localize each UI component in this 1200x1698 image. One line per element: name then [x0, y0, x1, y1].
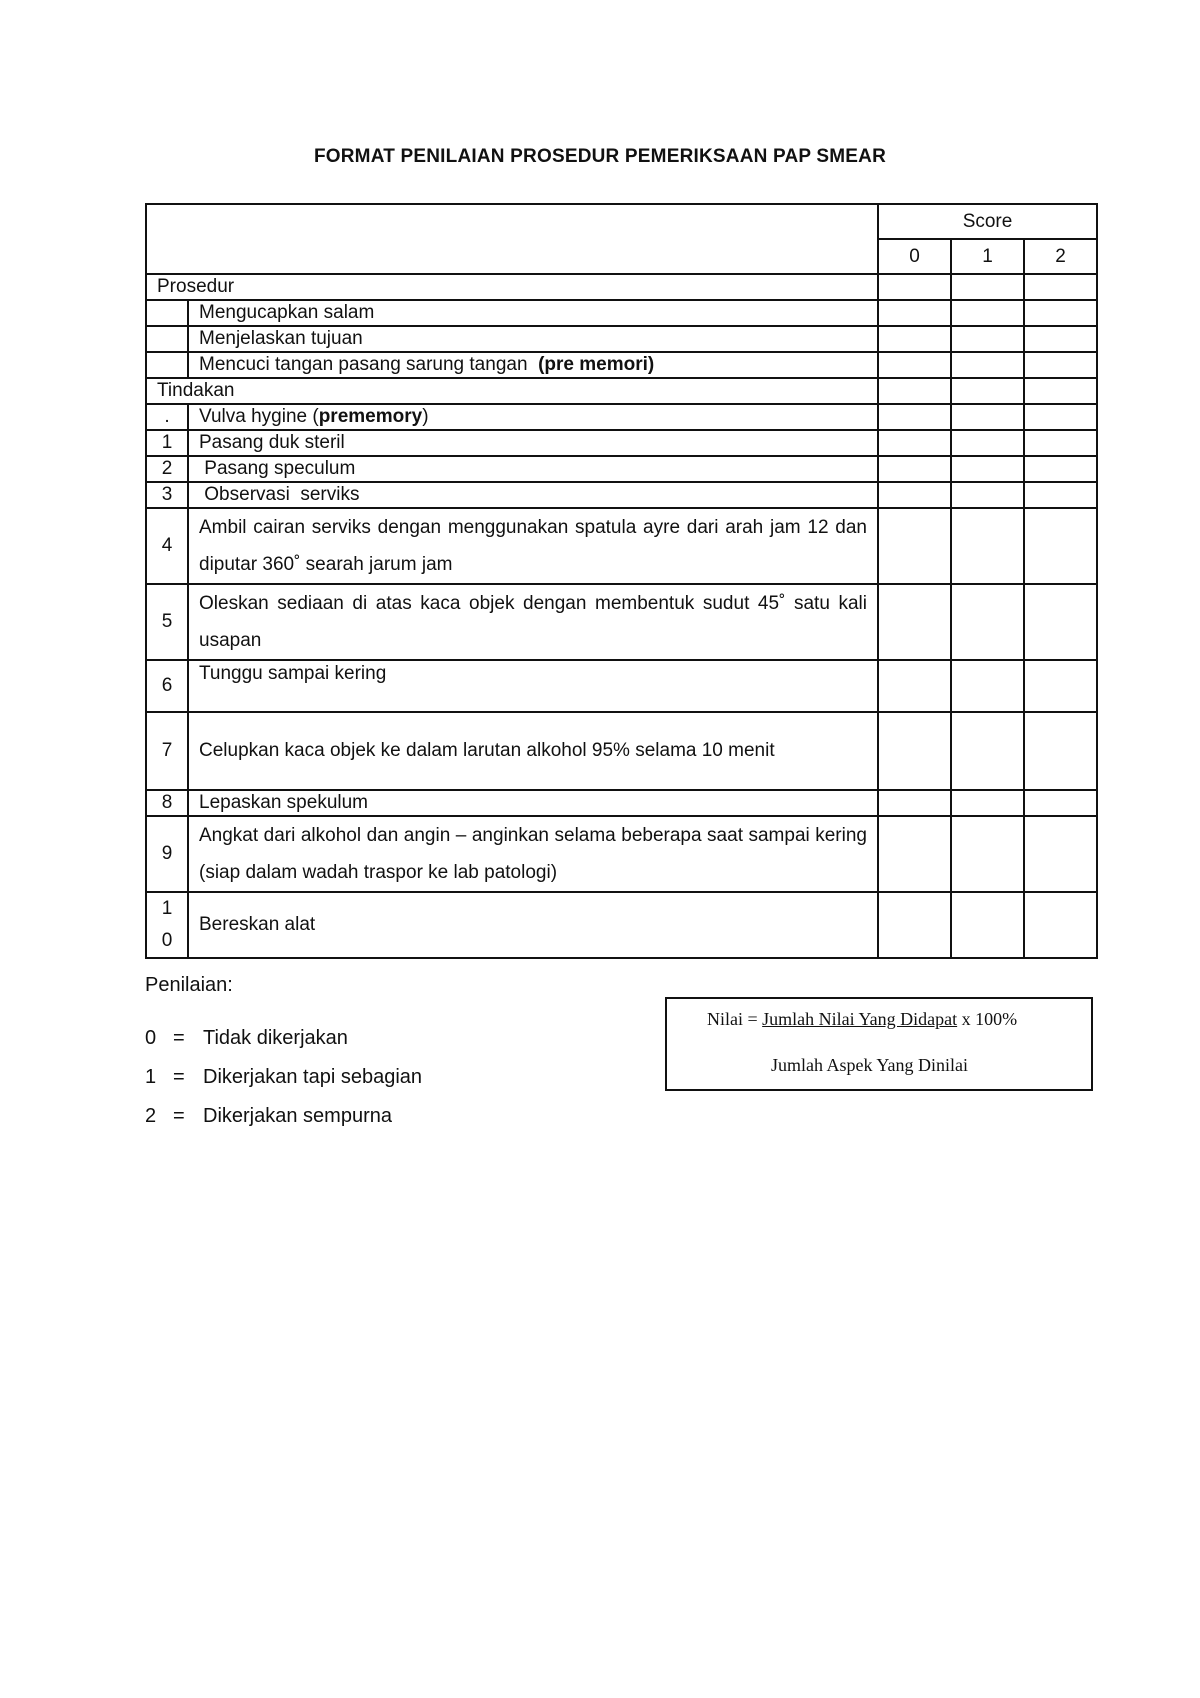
score-cell[interactable]: [878, 352, 951, 378]
score-cell[interactable]: [1024, 326, 1097, 352]
row-text: Vulva hygine (: [199, 406, 319, 427]
formula-numerator-line: [707, 1009, 1017, 1030]
score-col-1: 1: [951, 239, 1024, 274]
row-description: Pasang speculum: [188, 456, 878, 482]
table-row: [146, 300, 1097, 326]
row-number: [146, 326, 188, 352]
row-description: Ambil cairan serviks dengan menggunakan spatula ayre dari arah jam 12 dan diputar 360˚ searah jarum jam: [188, 508, 878, 584]
table-row: [146, 456, 1097, 482]
score-cell[interactable]: [951, 326, 1024, 352]
row-number: .: [146, 404, 188, 430]
legend-code: 0: [145, 1027, 157, 1049]
table-row: [146, 326, 1097, 352]
score-col-2: 2: [1024, 239, 1097, 274]
table-row: [146, 352, 1097, 378]
legend-code: 1: [145, 1066, 157, 1088]
legend-equals: =: [173, 1105, 185, 1127]
score-cell[interactable]: [878, 274, 951, 300]
score-cell[interactable]: [1024, 456, 1097, 482]
assessment-table: [145, 203, 1098, 959]
row-description: Mengucapkan salam: [188, 300, 878, 326]
score-cell[interactable]: [951, 352, 1024, 378]
score-cell[interactable]: [951, 584, 1024, 660]
score-cell[interactable]: [1024, 404, 1097, 430]
score-cell[interactable]: [951, 482, 1024, 508]
table-row: [146, 482, 1097, 508]
table-row: [146, 816, 1097, 892]
score-cell[interactable]: [951, 430, 1024, 456]
row-number-line: 0: [161, 930, 173, 951]
row-description: Observasi serviks: [188, 482, 878, 508]
row-number-line: 1: [161, 898, 173, 919]
formula-suffix: x 100%: [957, 1009, 1018, 1029]
score-cell[interactable]: [1024, 274, 1097, 300]
table-row: [146, 790, 1097, 816]
table-row: [146, 892, 1097, 958]
row-description: [188, 404, 878, 430]
row-number: 5: [146, 584, 188, 660]
row-description: Celupkan kaca objek ke dalam larutan alkohol 95% selama 10 menit: [188, 712, 878, 790]
row-description: Angkat dari alkohol dan angin – anginkan selama beberapa saat sampai kering (siap dalam wadah traspor ke lab patologi): [188, 816, 878, 892]
score-cell[interactable]: [951, 892, 1024, 958]
score-cell[interactable]: [951, 660, 1024, 712]
row-number: 2: [146, 456, 188, 482]
score-col-0: 0: [878, 239, 951, 274]
score-cell[interactable]: [1024, 482, 1097, 508]
document-title: FORMAT PENILAIAN PROSEDUR PEMERIKSAAN PAP SMEAR: [313, 146, 887, 167]
score-cell[interactable]: [1024, 300, 1097, 326]
score-cell[interactable]: [878, 892, 951, 958]
score-cell[interactable]: [878, 430, 951, 456]
score-cell[interactable]: [951, 816, 1024, 892]
row-text-bold: prememory: [318, 406, 423, 427]
score-cell[interactable]: [1024, 790, 1097, 816]
legend-label: Dikerjakan sempurna: [203, 1105, 392, 1127]
score-cell[interactable]: [878, 712, 951, 790]
section-label-tindakan: Tindakan: [146, 378, 878, 404]
row-description: Bereskan alat: [188, 892, 878, 958]
score-cell[interactable]: [1024, 352, 1097, 378]
row-description: [188, 352, 878, 378]
legend-equals: =: [173, 1066, 185, 1088]
score-cell[interactable]: [1024, 660, 1097, 712]
row-number: 8: [146, 790, 188, 816]
score-cell[interactable]: [878, 816, 951, 892]
score-cell[interactable]: [878, 456, 951, 482]
score-cell[interactable]: [951, 378, 1024, 404]
score-cell[interactable]: [951, 456, 1024, 482]
legend-label: Tidak dikerjakan: [203, 1027, 348, 1049]
score-cell[interactable]: [878, 508, 951, 584]
score-cell[interactable]: [951, 712, 1024, 790]
score-cell[interactable]: [1024, 430, 1097, 456]
row-number: 3: [146, 482, 188, 508]
score-cell[interactable]: [1024, 378, 1097, 404]
legend-code: 2: [145, 1105, 157, 1127]
score-cell[interactable]: [878, 300, 951, 326]
legend-item: [145, 1105, 422, 1144]
row-description: Lepaskan spekulum: [188, 790, 878, 816]
row-number: 6: [146, 660, 188, 712]
score-cell[interactable]: [951, 300, 1024, 326]
row-number: [146, 892, 188, 958]
table-row: [146, 430, 1097, 456]
score-cell[interactable]: [1024, 712, 1097, 790]
row-text: ): [422, 406, 429, 427]
legend-item: [145, 1066, 422, 1105]
score-cell[interactable]: [878, 326, 951, 352]
score-cell[interactable]: [1024, 508, 1097, 584]
row-number: [146, 352, 188, 378]
row-description: Oleskan sediaan di atas kaca objek dengan membentuk sudut 45˚ satu kali usapan: [188, 584, 878, 660]
score-cell[interactable]: [878, 660, 951, 712]
table-row: [146, 712, 1097, 790]
table-row: [146, 660, 1097, 712]
score-cell[interactable]: [878, 584, 951, 660]
row-description: Pasang duk steril: [188, 430, 878, 456]
header-row-score: [146, 204, 1097, 239]
score-cell[interactable]: [1024, 892, 1097, 958]
score-cell[interactable]: [878, 482, 951, 508]
legend-label: Dikerjakan tapi sebagian: [203, 1066, 423, 1088]
score-cell[interactable]: [878, 790, 951, 816]
table-row: [146, 584, 1097, 660]
row-number: 4: [146, 508, 188, 584]
score-cell[interactable]: [878, 378, 951, 404]
section-row-prosedur: [146, 274, 1097, 300]
legend-item: [145, 1027, 422, 1066]
legend-equals: =: [173, 1027, 185, 1049]
header-blank-cell: [146, 204, 878, 274]
formula-denominator: Jumlah Aspek Yang Dinilai: [771, 1055, 969, 1075]
table-row: [146, 404, 1097, 430]
score-header: Score: [878, 204, 1097, 239]
row-number: 7: [146, 712, 188, 790]
score-cell[interactable]: [1024, 584, 1097, 660]
row-number: 1: [146, 430, 188, 456]
score-cell[interactable]: [951, 508, 1024, 584]
row-number: 9: [146, 816, 188, 892]
scoring-legend: [145, 974, 422, 1144]
row-description: Menjelaskan tujuan: [188, 326, 878, 352]
score-cell[interactable]: [878, 404, 951, 430]
score-cell[interactable]: [1024, 816, 1097, 892]
formula-prefix: Nilai =: [707, 1009, 763, 1029]
row-number: [146, 300, 188, 326]
score-cell[interactable]: [951, 274, 1024, 300]
row-text: Mencuci tangan pasang sarung tangan: [199, 354, 528, 375]
row-description: Tunggu sampai kering: [188, 660, 878, 712]
score-cell[interactable]: [951, 790, 1024, 816]
table-row: [146, 508, 1097, 584]
legend-heading: Penilaian:: [145, 974, 233, 996]
formula-numerator: Jumlah Nilai Yang Didapat: [762, 1009, 958, 1029]
section-label-prosedur: Prosedur: [146, 274, 878, 300]
section-row-tindakan: [146, 378, 1097, 404]
score-formula-box: [665, 997, 1093, 1091]
score-cell[interactable]: [951, 404, 1024, 430]
row-text-bold: (pre memori): [538, 354, 655, 375]
